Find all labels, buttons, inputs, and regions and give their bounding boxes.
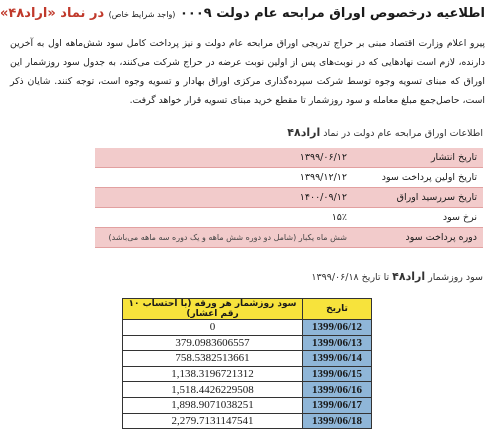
column-header-date: تاریخ	[303, 299, 372, 320]
title-symbol: در نماد «اراد۴۸»	[0, 6, 105, 21]
info-section-symbol: اراد۴۸	[287, 126, 321, 139]
info-value: ۱۵٪	[95, 208, 353, 228]
table-row	[95, 208, 483, 228]
row-value: 1,898.9071038251	[123, 397, 303, 413]
table-row	[95, 148, 483, 168]
bond-info-table	[95, 148, 483, 248]
table-row	[123, 366, 372, 382]
row-value: 2,279.7131147541	[123, 413, 303, 429]
table-row	[95, 228, 483, 248]
row-date: 1399/06/12	[303, 320, 372, 336]
row-value: 758.5382513661	[123, 351, 303, 367]
row-date: 1399/06/16	[303, 382, 372, 398]
row-value: 1,138.3196721312	[123, 366, 303, 382]
info-label: تاریخ انتشار	[353, 148, 483, 168]
title-main: اطلاعیه درخصوص اوراق مرابحه عام دولت ۰۰۰۹	[179, 6, 485, 21]
table-row	[123, 413, 372, 429]
info-value: ۱۴۰۰/۰۹/۱۲	[95, 188, 353, 208]
info-label: دوره پرداخت سود	[353, 228, 483, 248]
row-date: 1399/06/14	[303, 351, 372, 367]
rates-section-heading	[311, 270, 483, 285]
rates-section-prefix: سود روزشمار	[428, 272, 483, 283]
row-date: 1399/06/13	[303, 335, 372, 351]
row-date: 1399/06/18	[303, 413, 372, 429]
table-row	[123, 351, 372, 367]
row-value: 1,518.4426229508	[123, 382, 303, 398]
page-title	[0, 4, 485, 25]
info-section-prefix: اطلاعات اوراق مرابحه عام دولت در نماد	[323, 128, 483, 139]
table-row	[123, 320, 372, 336]
daily-profit-table	[122, 298, 372, 429]
table-row	[123, 382, 372, 398]
intro-paragraph: پیرو اعلام وزارت اقتصاد مبنی بر حراج تدریجی اوراق مرابحه عام دولت و نیز پرداخت کامل سود شش‌ماهه اول به آخرین دارنده، لازم است نهادهایی که در نوبت‌های پس از اولین نوبت عرضه در حراج شرکت می‌کنند، به جدول سود روزشمار این اوراق که مبنای تسویه وجوه توسط شرکت سپرده‌گذاری مرکزی اوراق بهادار و تسویه وجوه است، توجه کنند. شایان ذکر است، حاصل‌جمع مبلغ معامله و سود روزشمار تا مقطع خرید مبنای تسویه قرار خواهد گرفت.	[10, 38, 485, 106]
rates-section-suffix: تا تاریخ ۱۳۹۹/۰۶/۱۸	[311, 272, 390, 283]
info-value: ۱۳۹۹/۰۶/۱۲	[95, 148, 353, 168]
title-conditions: (واجد شرایط خاص)	[108, 10, 176, 19]
table-row	[123, 397, 372, 413]
table-row	[123, 335, 372, 351]
row-date: 1399/06/15	[303, 366, 372, 382]
info-section-heading	[287, 126, 483, 141]
info-value: ۱۳۹۹/۱۲/۱۲	[95, 168, 353, 188]
info-label: نرخ سود	[353, 208, 483, 228]
info-label: تاریخ سررسید اوراق	[353, 188, 483, 208]
row-value: 379.0983606557	[123, 335, 303, 351]
table-row	[95, 168, 483, 188]
info-value: شش ماه یکبار (شامل دو دوره شش ماهه و یک دوره سه ماهه می‌باشد)	[95, 228, 353, 248]
info-label: تاریخ اولین پرداخت سود	[353, 168, 483, 188]
table-row	[95, 188, 483, 208]
column-header-value: سود روزشمار هر ورقه (با احتساب ۱۰ رقم اعشار)	[123, 299, 303, 320]
table-header-row	[123, 299, 372, 320]
rates-section-symbol: اراد۴۸	[392, 270, 426, 283]
row-value: 0	[123, 320, 303, 336]
row-date: 1399/06/17	[303, 397, 372, 413]
